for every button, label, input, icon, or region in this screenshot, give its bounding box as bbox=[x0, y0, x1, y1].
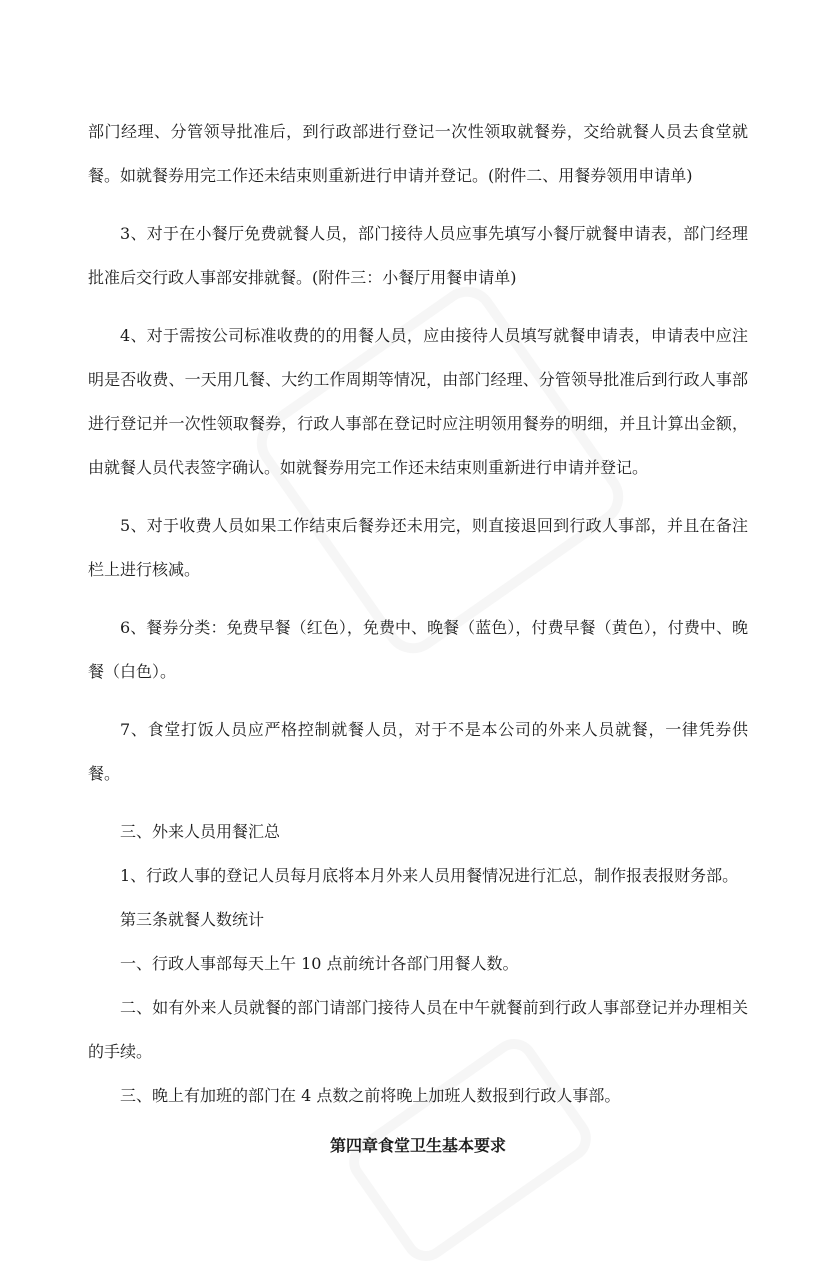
chapter-heading-4: 第四章食堂卫生基本要求 bbox=[329, 1136, 506, 1155]
paragraph-item-6: 6、餐券分类：免费早餐（红色），免费中、晚餐（蓝色），付费早餐（黄色），付费中、晚餐（白色）。 bbox=[88, 618, 748, 681]
document-body bbox=[88, 110, 748, 1168]
paragraph-item-3: 3、对于在小餐厅免费就餐人员，部门接待人员应事先填写小餐厅就餐申请表，部门经理批准后交行政人事部安排就餐。(附件三：小餐厅用餐申请单) bbox=[88, 224, 748, 287]
paragraph-item-4: 4、对于需按公司标准收费的的用餐人员，应由接待人员填写就餐申请表，申请表中应注明是否收费、一天用几餐、大约工作周期等情况，由部门经理、分管领导批准后到行政人事部进行登记并一次性领取餐券，行政人事部在登记时应注明领用餐券的明细，并且计算出金额，由就餐人员代表签字确认。如就餐券用完工作还未结束则重新进行申请并登记。 bbox=[88, 326, 748, 477]
paragraph-summary-1: 1、行政人事的登记人员每月底将本月外来人员用餐情况进行汇总，制作报表报财务部。 bbox=[120, 866, 739, 885]
paragraph-stat-2: 二、如有外来人员就餐的部门请部门接待人员在中午就餐前到行政人事部登记并办理相关的手续。 bbox=[88, 998, 748, 1061]
section-heading-external-meals: 三、外来人员用餐汇总 bbox=[120, 822, 281, 841]
paragraph-continuation: 部门经理、分管领导批准后，到行政部进行登记一次性领取就餐券，交给就餐人员去食堂就餐。如就餐券用完工作还未结束则重新进行申请并登记。(附件二、用餐券领用申请单) bbox=[88, 122, 748, 185]
paragraph-item-7: 7、食堂打饭人员应严格控制就餐人员，对于不是本公司的外来人员就餐，一律凭券供餐。 bbox=[88, 720, 748, 783]
paragraph-stat-3: 三、晚上有加班的部门在 4 点数之前将晚上加班人数报到行政人事部。 bbox=[120, 1086, 621, 1105]
article-heading-3: 第三条就餐人数统计 bbox=[120, 910, 265, 929]
paragraph-stat-1: 一、行政人事部每天上午 10 点前统计各部门用餐人数。 bbox=[120, 954, 519, 973]
paragraph-item-5: 5、对于收费人员如果工作结束后餐券还未用完，则直接退回到行政人事部，并且在备注栏上进行核减。 bbox=[88, 516, 748, 579]
